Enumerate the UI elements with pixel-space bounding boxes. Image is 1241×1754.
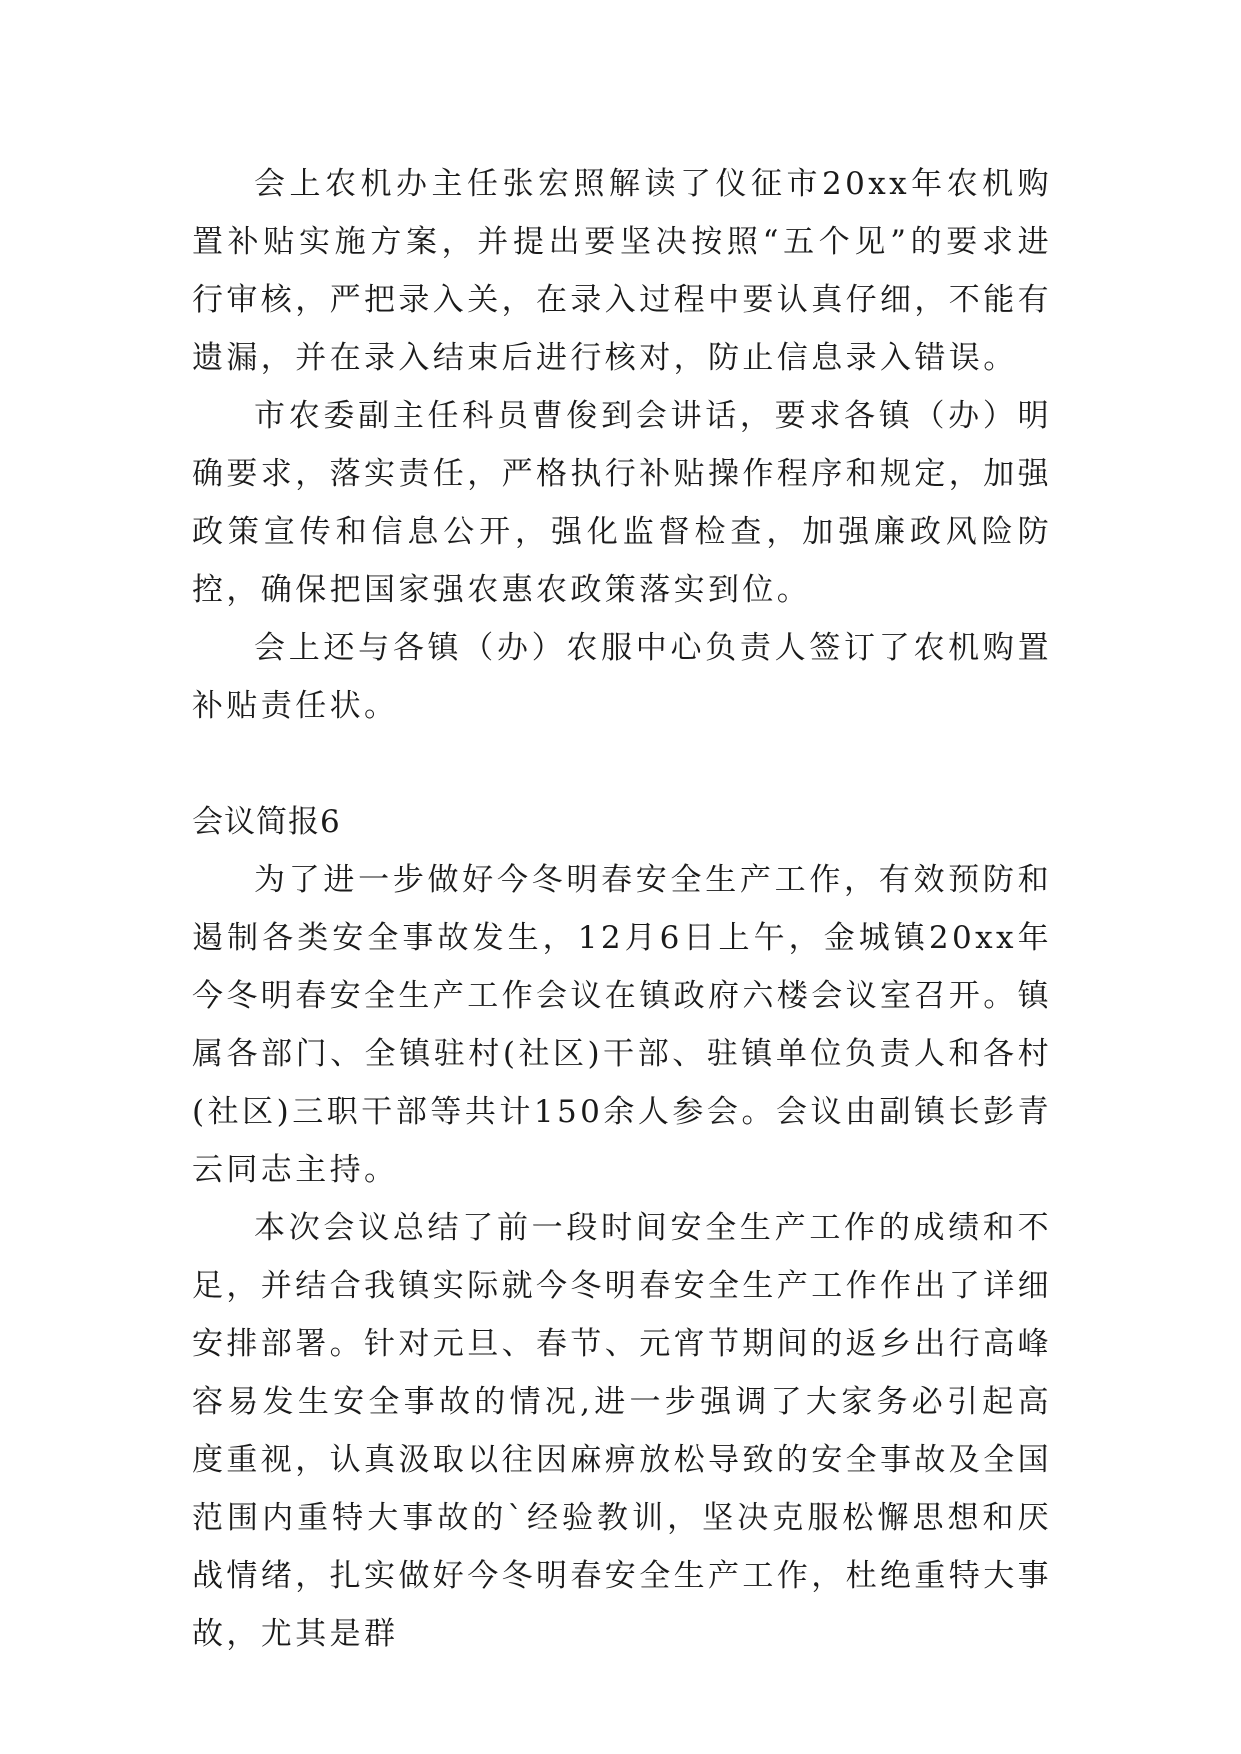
paragraph-meeting-summary: 本次会议总结了前一段时间安全生产工作的成绩和不足，并结合我镇实际就今冬明春安全生产工作作出了详细安排部署。针对元旦、春节、元宵节期间的返乡出行高峰容易发生安全事故的情况,进一步强调了大家务必引起高度重视，认真汲取以往因麻痹放松导致的安全事故及全国范围内重特大事故的`经验教训，坚决克服松懈思想和厌战情绪，扎实做好今冬明春安全生产工作，杜绝重特大事故，尤其是群: [192, 1210, 1052, 1652]
document-body: [192, 155, 1052, 1663]
paragraph-responsibility-signing: 会上还与各镇（办）农服中心负责人签订了农机购置补贴责任状。: [192, 630, 1052, 724]
paragraph-official-speech: 市农委副主任科员曹俊到会讲话，要求各镇（办）明确要求，落实责任，严格执行补贴操作程序和规定，加强政策宣传和信息公开，强化监督检查，加强廉政风险防控，确保把国家强农惠农政策落实到位。: [192, 398, 1052, 608]
section-heading: 会议简报6: [192, 804, 341, 840]
paragraph-subsidy-plan: 会上农机办主任张宏照解读了仪征市20xx年农机购置补贴实施方案，并提出要坚决按照“五个见”的要求进行审核，严把录入关，在录入过程中要认真仔细，不能有遗漏，并在录入结束后进行核对，防止信息录入错误。: [192, 166, 1052, 376]
paragraph-safety-meeting: 为了进一步做好今冬明春安全生产工作，有效预防和遏制各类安全事故发生，12月6日上午，金城镇20xx年今冬明春安全生产工作会议在镇政府六楼会议室召开。镇属各部门、全镇驻村(社区)干部、驻镇单位负责人和各村(社区)三职干部等共计150余人参会。会议由副镇长彭青云同志主持。: [192, 862, 1052, 1188]
